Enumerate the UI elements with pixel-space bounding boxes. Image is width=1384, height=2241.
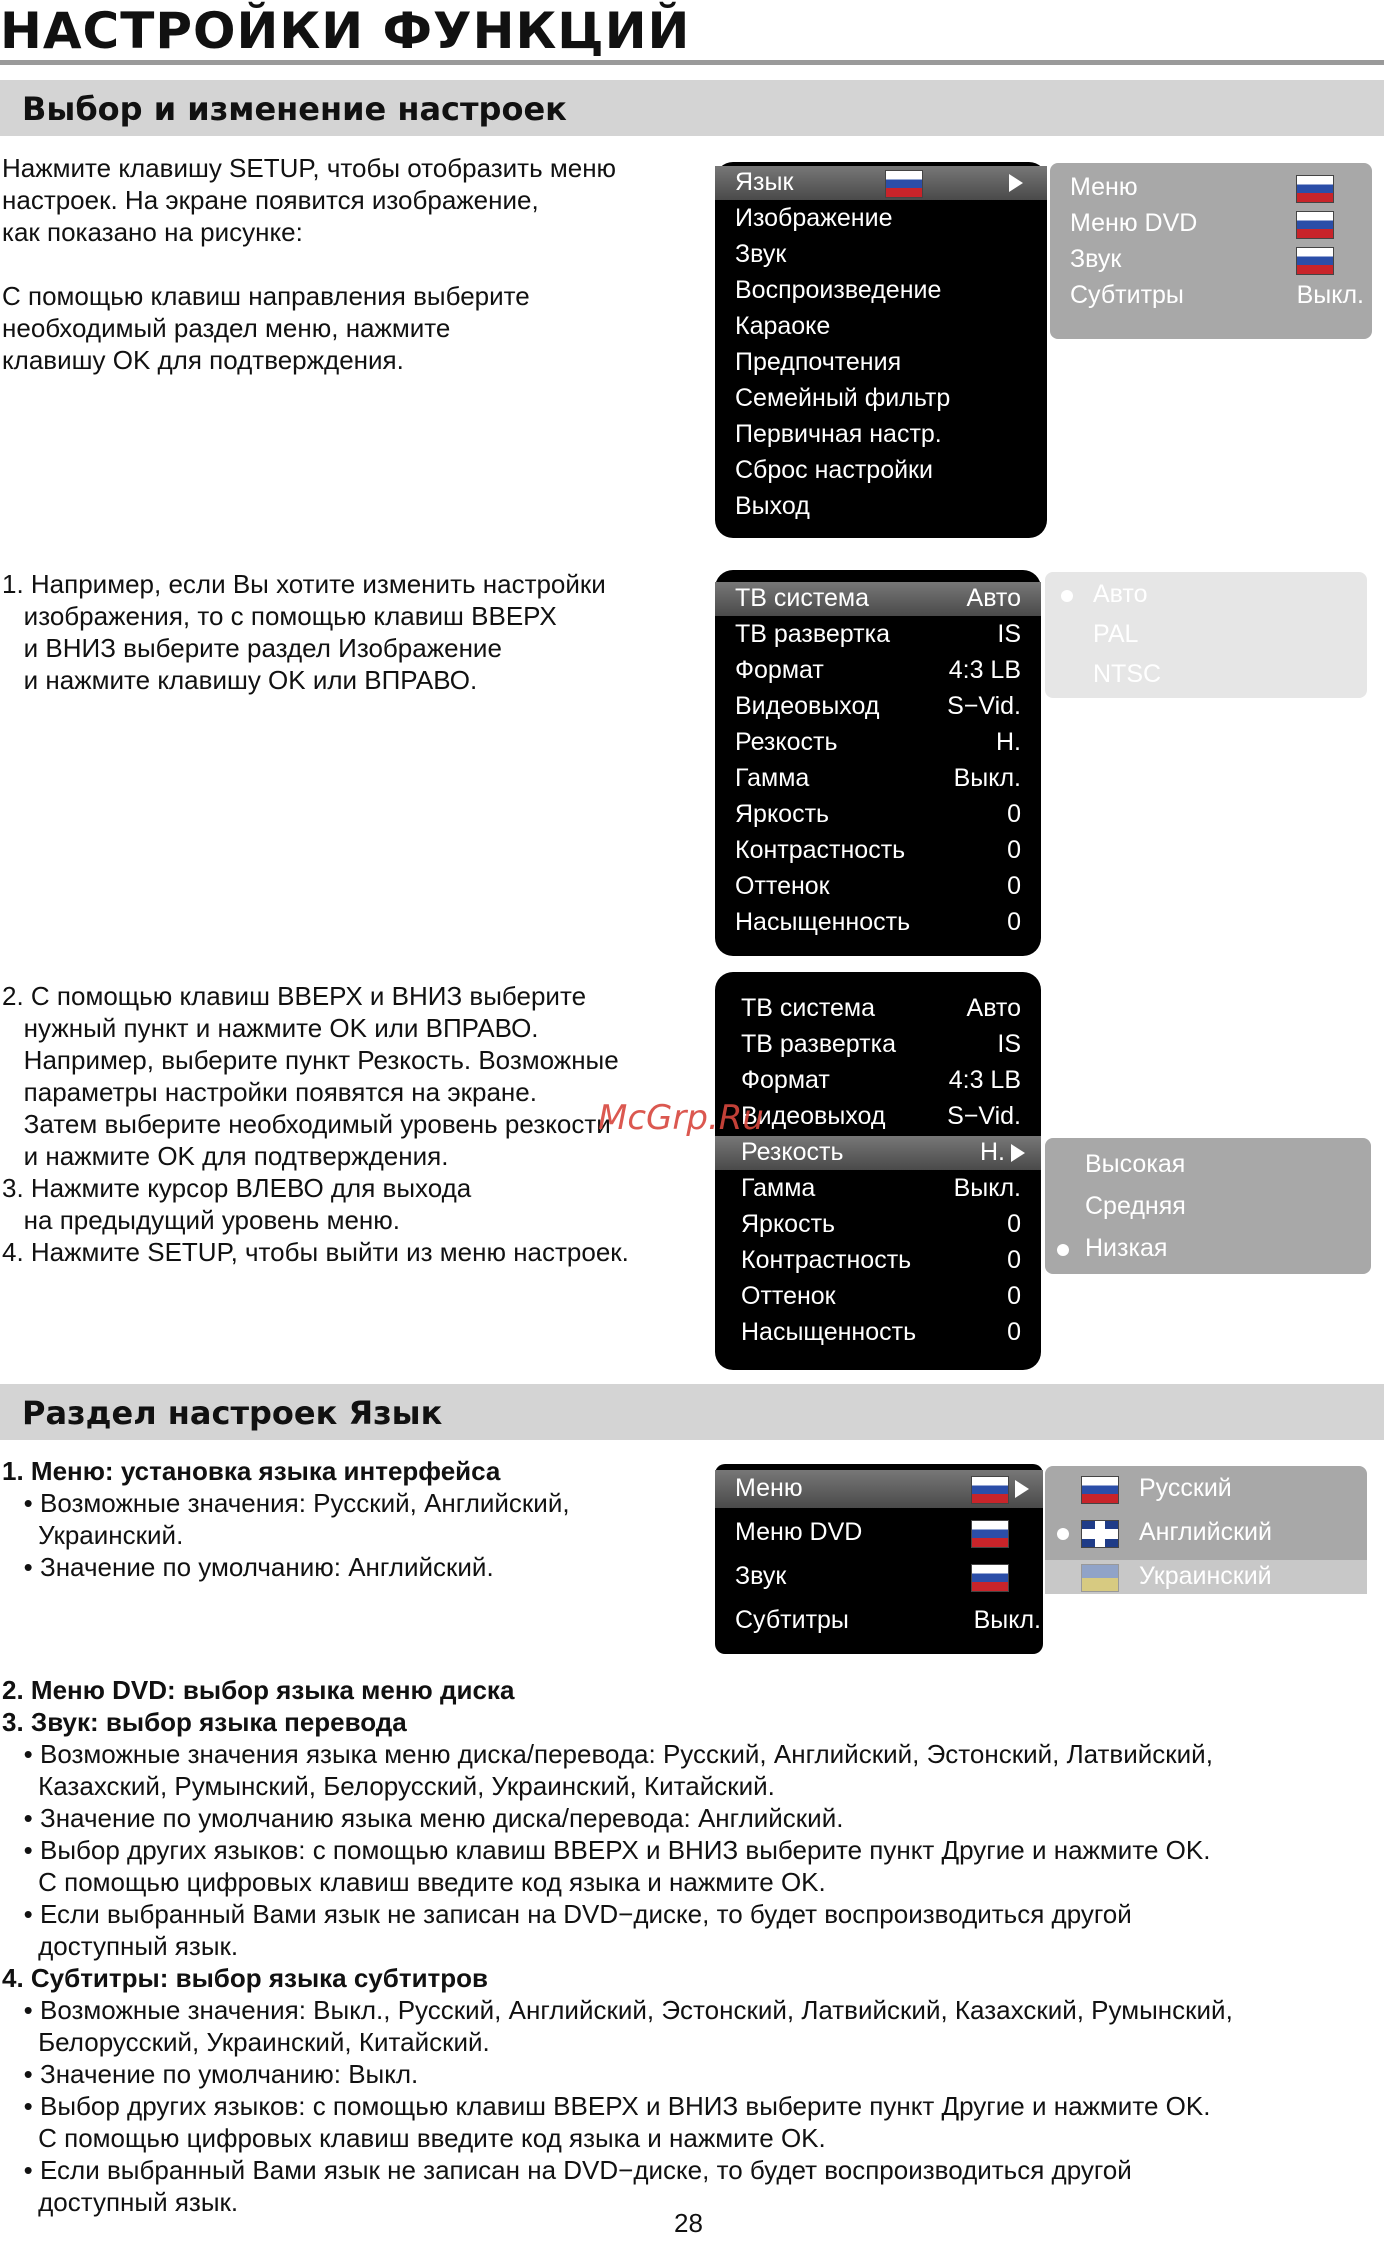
- flag-icon: [971, 1520, 1009, 1548]
- item-3-title: 3. Звук: выбор языка перевода: [2, 1707, 407, 1737]
- menu-row[interactable]: Контрастность 0: [741, 1246, 1021, 1274]
- menu-item[interactable]: Караоке: [735, 312, 831, 340]
- page-number: 28: [674, 2208, 703, 2238]
- menu-row[interactable]: Меню DVD: [715, 1516, 1043, 1550]
- flag-russia-icon: [1081, 1476, 1119, 1504]
- arrow-right-icon: [1011, 1144, 1025, 1162]
- menu-row[interactable]: Насыщенность 0: [735, 908, 1021, 936]
- flag-icon: [1296, 211, 1334, 239]
- menu-row[interactable]: Оттенок 0: [735, 872, 1021, 900]
- menu-row[interactable]: Насыщенность 0: [741, 1318, 1021, 1346]
- section-heading-band: [0, 1384, 1384, 1440]
- menu-row[interactable]: ТВ система Авто: [741, 994, 1021, 1022]
- menu-item[interactable]: Сброс настройки: [735, 456, 933, 484]
- menu-row[interactable]: Гамма Выкл.: [735, 764, 1021, 792]
- section-heading-band: [0, 80, 1384, 136]
- menu-row[interactable]: Резкость H.: [735, 728, 1021, 756]
- option-item[interactable]: Высокая: [1085, 1150, 1186, 1178]
- item-1-body: • Возможные значения: Русский, Английский, Украинский. • Значение по умолчанию: Английский.: [23, 1488, 570, 1582]
- flag-icon: [1296, 175, 1334, 203]
- option-item[interactable]: PAL: [1093, 620, 1139, 648]
- menu-row[interactable]: Контрастность 0: [735, 836, 1021, 864]
- option-item[interactable]: Английский: [1045, 1516, 1367, 1550]
- language-submenu: [1050, 163, 1372, 339]
- option-item[interactable]: Русский: [1045, 1472, 1367, 1506]
- flag-ukraine-icon: [1081, 1564, 1119, 1592]
- menu-item[interactable]: Звук: [735, 240, 787, 268]
- menu-row[interactable]: ТВ развертка IS: [735, 620, 1021, 648]
- menu-item[interactable]: Язык: [715, 166, 1047, 200]
- menu-row[interactable]: Звук: [715, 1560, 1043, 1594]
- selected-dot-icon: [1061, 590, 1073, 602]
- picture-menu: [715, 570, 1041, 956]
- picture-menu-sharpness: [715, 972, 1041, 1370]
- flag-uk-icon: [1081, 1520, 1119, 1548]
- submenu-item[interactable]: Меню DVD: [1050, 207, 1372, 241]
- option-item[interactable]: Украинский: [1045, 1560, 1367, 1594]
- interface-language-options: [1045, 1466, 1367, 1592]
- menu-row[interactable]: Гамма Выкл.: [741, 1174, 1021, 1202]
- tv-system-options: [1045, 572, 1367, 698]
- option-item[interactable]: Низкая: [1045, 1232, 1371, 1266]
- item-4-body: • Возможные значения: Выкл., Русский, Английский, Эстонский, Латвийский, Казахский, Румынский, Белорусский, Украинский, Китайский. • Значение по умолчанию: Выкл. • Выбор других языков: с помощью клавиш ВВЕРХ и ВНИЗ выберите пункт Другие и нажмите OK. С помощью цифровых клавиш введите код языка и нажмите OK. • Если выбранный Вами язык не записан на DVD−диске, то будет воспроизводиться другой доступный язык.: [23, 1995, 1233, 2217]
- title-divider: [0, 60, 1384, 65]
- menu-row[interactable]: Яркость 0: [735, 800, 1021, 828]
- option-item[interactable]: Средняя: [1085, 1192, 1186, 1220]
- submenu-item[interactable]: Меню: [1050, 171, 1372, 205]
- item-2-title: 2. Меню DVD: выбор языка меню диска: [2, 1675, 515, 1705]
- sharpness-options: [1045, 1138, 1371, 1274]
- menu-row[interactable]: Видеовыход S−Vid.: [735, 692, 1021, 720]
- intro-text: Нажмите клавишу SETUP, чтобы отобразить меню настроек. На экране появится изображение, как показано на рисунке:: [2, 153, 617, 247]
- item-3-body: • Возможные значения языка меню диска/перевода: Русский, Английский, Эстонский, Латвийский, Казахский, Румынский, Белорусский, Украинский, Китайский. • Значение по умолчанию языка меню диска/перевода: Английский. • Выбор других языков: с помощью клавиш ВВЕРХ и ВНИЗ выберите пункт Другие и нажмите OK. С помощью цифровых клавиш введите код языка и нажмите OK. • Если выбранный Вами язык не записан на DVD−диске, то будет воспроизводиться другой доступный язык.: [23, 1739, 1213, 1961]
- menu-row[interactable]: Видеовыход S−Vid.: [741, 1102, 1021, 1130]
- menu-row[interactable]: Формат 4:3 LB: [735, 656, 1021, 684]
- menu-row[interactable]: Формат 4:3 LB: [741, 1066, 1021, 1094]
- selected-dot-icon: [1057, 1244, 1069, 1256]
- menu-row[interactable]: ТВ система Авто: [715, 582, 1041, 616]
- language-menu: [715, 1464, 1043, 1654]
- item-1-title: 1. Меню: установка языка интерфейса: [2, 1456, 501, 1486]
- arrow-right-icon: [1009, 174, 1023, 192]
- menu-row[interactable]: Яркость 0: [741, 1210, 1021, 1238]
- navigation-text: С помощью клавиш направления выберите необходимый раздел меню, нажмите клавишу OK для подтверждения.: [2, 281, 530, 375]
- flag-icon: [885, 170, 923, 198]
- selected-dot-icon: [1057, 1528, 1069, 1540]
- menu-row[interactable]: Оттенок 0: [741, 1282, 1021, 1310]
- menu-item[interactable]: Семейный фильтр: [735, 384, 951, 412]
- arrow-right-icon: [1015, 1480, 1029, 1498]
- flag-icon: [1296, 247, 1334, 275]
- menu-row[interactable]: Резкость H.: [715, 1136, 1041, 1170]
- option-item[interactable]: Авто: [1045, 578, 1367, 612]
- section-heading: Выбор и изменение настроек: [22, 90, 567, 128]
- flag-icon: [971, 1564, 1009, 1592]
- flag-icon: [971, 1476, 1009, 1504]
- menu-row[interactable]: Субтитры Выкл.: [735, 1606, 1041, 1634]
- item-4-title: 4. Субтитры: выбор языка субтитров: [2, 1963, 489, 1993]
- option-item[interactable]: NTSC: [1093, 660, 1162, 688]
- menu-row[interactable]: ТВ развертка IS: [741, 1030, 1021, 1058]
- submenu-item[interactable]: Звук: [1050, 243, 1372, 277]
- step-1-text: 1. Например, если Вы хотите изменить настройки изображения, то с помощью клавиш ВВЕРХ и ВНИЗ выберите раздел Изображение и нажмите клавишу OK или ВПРАВО.: [2, 569, 606, 695]
- page-title: НАСТРОЙКИ ФУНКЦИЙ: [0, 2, 691, 60]
- submenu-item[interactable]: Субтитры Выкл.: [1070, 281, 1364, 309]
- menu-item[interactable]: Первичная настр.: [735, 420, 942, 448]
- menu-item[interactable]: Предпочтения: [735, 348, 902, 376]
- menu-item[interactable]: Изображение: [735, 204, 893, 232]
- menu-item[interactable]: Воспроизведение: [735, 276, 942, 304]
- setup-main-menu: [715, 162, 1047, 538]
- menu-row[interactable]: Меню: [715, 1470, 1043, 1508]
- section-heading: Раздел настроек Язык: [22, 1394, 443, 1432]
- watermark: McGrp.Ru: [598, 1098, 764, 1138]
- steps-2-4-text: 2. С помощью клавиш ВВЕРХ и ВНИЗ выберите нужный пункт и нажмите OK или ВПРАВО. Например, выберите пункт Резкость. Возможные параметры настройки появятся на экране. Затем выберите необходимый уровень резкости и нажмите OK для подтверждения. 3. Нажмите курсор ВЛЕВО для выхода на предыдущий уровень меню. 4. Нажмите SETUP, чтобы выйти из меню настроек.: [2, 981, 629, 1267]
- menu-item[interactable]: Выход: [735, 492, 810, 520]
